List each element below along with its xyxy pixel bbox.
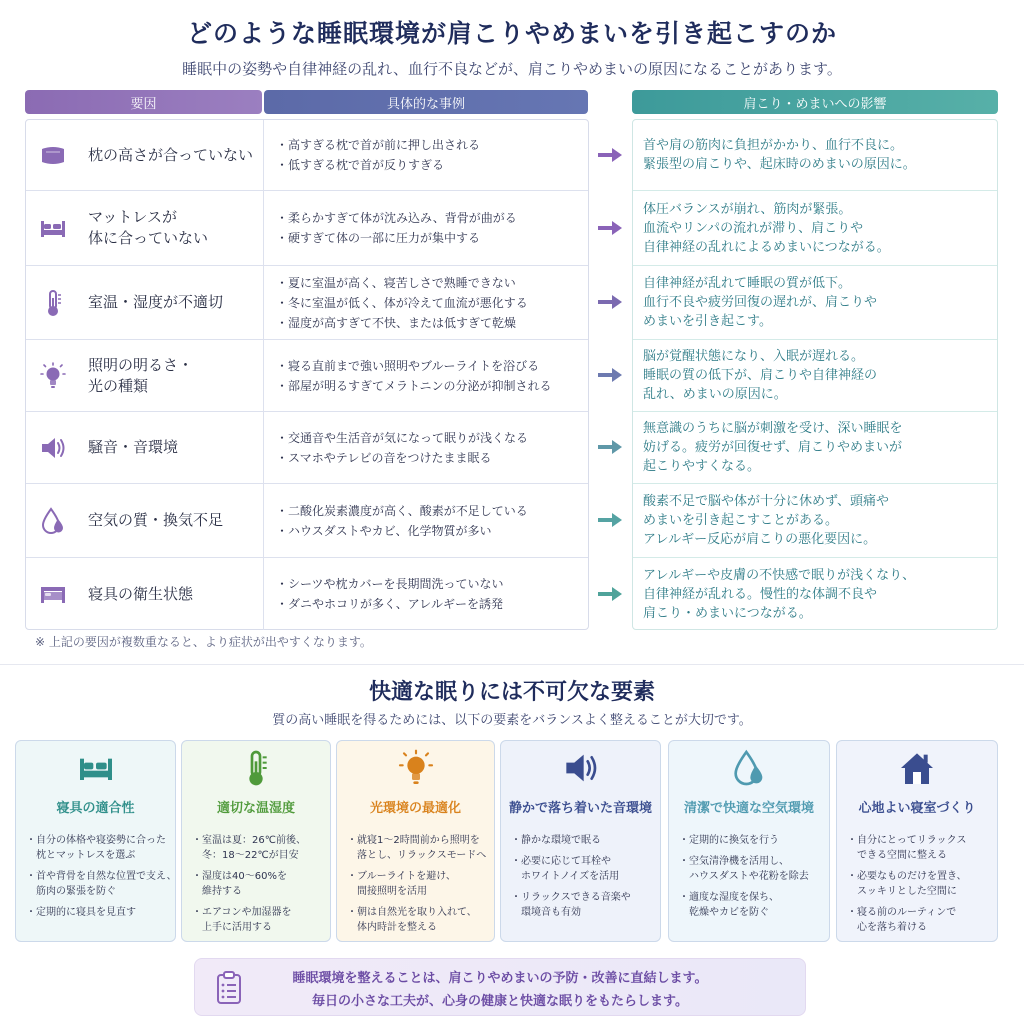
cause-cell [26,484,264,557]
arrow-right-icon [598,586,622,600]
effect-cell [643,266,991,339]
lightbulb-icon [337,747,494,789]
header-effect: 肩こり・めまいへの影響 [632,90,998,114]
page-subtitle: 睡眠中の姿勢や自律神経の乱れ、血行不良などが、肩こりやめまいの原因になることがあります。 [182,60,842,78]
cause-label-line: 騒音・音環境 [88,438,179,456]
pillow-icon [38,140,68,170]
table-row [26,411,588,483]
card-item: ・ブルーライトを避け、 間接照明を活用 [347,871,456,897]
effect-row [633,339,997,411]
cause-label [88,584,193,605]
effect-row [633,265,997,339]
card-title: 光環境の最適化 [369,801,461,816]
card-title: 寝具の適合性 [56,801,135,816]
card-item: ・空気清浄機を活用し、 ハウスダストや花粉を除去 [679,856,809,882]
example-cell [276,412,580,483]
table-row [26,339,588,411]
effect-cell [643,120,991,190]
arrow-right-icon [598,220,622,234]
arrow-right-icon [598,512,622,526]
card-item: ・リラックスできる音楽や 環境音も有効 [511,892,631,918]
example-item: ・ダニやホコリが多く、アレルギーを誘発 [276,597,503,611]
effect-row [633,190,997,265]
card-item: ・就寝1～2時間前から照明を 落とし、リラックスモードへ [347,835,487,861]
cause-label-line: 空気の質・換気不足 [88,511,224,529]
effect-line: 起こりやすくなる。 [643,459,761,474]
example-item: ・ハウスダストやカビ、化学物質が多い [276,523,492,538]
example-cell [276,120,580,190]
lightbulb-icon [38,361,68,391]
element-card [500,740,661,942]
effect-line: 妨げる。疲労が回復せず、肩こりやめまいが [643,440,902,455]
effect-line: 血流やリンパの流れが滞り、肩こりや [643,220,864,236]
effect-row [633,120,997,190]
example-cell [276,484,580,557]
example-item: ・高すぎる枕で首が前に押し出される [276,138,481,152]
section-divider [0,664,1024,665]
table-row [26,190,588,265]
cause-label [88,145,253,166]
effect-line: 自律神経の乱れによるめまいにつながる。 [643,239,890,255]
cause-label-line: 枕の高さが合っていない [88,145,254,164]
card-items [511,833,656,926]
example-item: ・シーツや枕カバーを長期間洗っていない [276,577,504,591]
droplet-icon [669,747,829,789]
example-item: ・部屋が明るすぎてメラトニンの分泌が抑制される [276,378,552,393]
example-cell [276,266,580,339]
table-row [26,120,588,190]
card-items [847,833,993,941]
example-item: ・柔らかすぎて体が沈み込み、背骨が曲がる [276,211,517,225]
effect-row [633,411,997,483]
cause-cell [26,340,264,411]
effect-line: アレルギー反応が肩こりの悪化要因に。 [643,532,877,547]
effect-line: 乱れ、めまいの原因に。 [643,387,787,402]
example-item: ・硬すぎて体の一部に圧力が集中する [276,231,481,245]
element-card [336,740,495,942]
card-item: ・エアコンや加湿器を 上手に活用する [192,907,292,933]
section2-subtitle: 質の高い睡眠を得るためには、以下の要素をバランスよく整えることが大切です。 [272,713,752,728]
cause-label [88,355,193,397]
card-item: ・寝る前のルーティンで 心を落ち着ける [847,907,957,933]
card-item: ・適度な湿度を保ち、 乾燥やカビを防ぐ [679,892,779,918]
card-item: ・必要に応じて耳栓や ホワイトノイズを活用 [511,856,620,882]
card-title: 適切な温湿度 [216,801,295,816]
effect-row [633,483,997,557]
cause-label-line: マットレスが [88,208,177,226]
effect-line: 首や肩の筋肉に負担がかかり、血行不良に。 [643,138,904,153]
cause-label [88,510,223,531]
cause-cell [26,191,264,265]
cause-cell [26,558,264,630]
cause-label-line: 室温・湿度が不適切 [88,293,224,311]
card-title: 静かで落ち着いた音環境 [508,801,652,816]
arrow-right-icon [598,147,622,161]
effect-line: 緊張型の肩こりや、起床時のめまいの原因に。 [643,157,916,172]
card-item: ・必要なものだけを置き、 スッキリとした空間に [847,871,967,897]
cause-label [88,207,208,249]
example-item: ・寝る直前まで強い照明やブルーライトを浴びる [276,358,540,373]
speaker-icon [501,747,660,789]
thermometer-icon [182,747,330,789]
effect-row [633,557,997,630]
card-item: ・静かな環境で眠る [511,835,601,846]
table-row [26,483,588,557]
arrow-right-icon [598,439,622,453]
droplet-icon [38,506,68,536]
cause-label-line: 体に合っていない [88,229,209,247]
house-icon [837,747,997,789]
cause-cell [26,412,264,483]
bed-icon [38,213,68,243]
header-cause: 要因 [25,90,262,114]
card-items [26,833,177,926]
card-title: 心地よい寝室づくり [858,801,976,816]
card-item: ・首や背骨を自然な位置で支え、 筋肉の緊張を防ぐ [26,871,177,897]
effect-line: めまいを引き起こす。 [643,314,772,329]
example-item: ・二酸化炭素濃度が高く、酸素が不足している [276,503,528,518]
effect-cell [643,484,991,557]
table-row [26,557,588,630]
example-cell [276,191,580,265]
example-cell [276,340,580,411]
page-title: どのような睡眠環境が肩こりやめまいを引き起こすのか [186,19,837,48]
card-title: 清潔で快適な空気環境 [683,801,814,816]
effect-line: 肩こり・めまいにつながる。 [643,605,812,621]
element-card [668,740,830,942]
effect-line: 体圧バランスが崩れ、筋肉が緊張。 [643,201,852,217]
element-card [15,740,176,942]
effect-cell [643,340,991,411]
card-items [347,833,490,941]
arrow-right-icon [598,294,622,308]
element-card [181,740,331,942]
header-example: 具体的な事例 [264,90,588,114]
effect-cell [643,191,991,265]
cause-label-line: 光の種類 [88,376,149,395]
effect-line: 脳が覚醒状態になり、入眠が遅れる。 [643,349,865,364]
cause-label-line: 寝具の衛生状態 [88,584,194,603]
arrow-right-icon [598,367,622,381]
card-item: ・定期的に寝具を見直す [26,907,136,918]
effect-line: 自律神経が乱れる。慢性的な体調不良や [643,586,878,602]
footnote: ※ 上記の要因が複数重なると、より症状が出やすくなります。 [35,635,372,649]
cause-label [88,292,223,313]
example-item: ・湿度が高すぎて不快、または低すぎて乾燥 [276,315,517,330]
card-item: ・湿度は40～60%を 維持する [192,871,287,897]
card-item: ・自分の体格や寝姿勢に合った 枕とマットレスを選ぶ [26,835,166,861]
summary-banner [194,958,806,1016]
card-item: ・室温は夏：26℃前後、 冬：18～22℃が目安 [192,835,306,861]
bedding-icon [38,579,68,609]
speaker-icon [38,433,68,463]
example-cell [276,558,580,630]
example-item: ・交通音や生活音が気になって眠りが浅くなる [276,430,529,445]
effect-table [632,119,998,630]
cause-cell [26,266,264,339]
effect-line: 血行不良や疲労回復の遅れが、肩こりや [643,295,878,310]
card-items [679,833,825,926]
effect-line: めまいを引き起こすことがある。 [643,513,839,528]
example-item: ・夏に室温が高く、寝苦しさで熟睡できない [276,275,516,290]
element-card [836,740,998,942]
cause-cell [26,120,264,190]
bed-icon [16,747,175,789]
effect-line: アレルギーや皮膚の不快感で眠りが浅くなり、 [643,567,916,583]
cause-label-line: 照明の明るさ・ [88,355,194,374]
card-item: ・定期的に換気を行う [679,835,779,846]
card-items [192,833,326,941]
example-item: ・スマホやテレビの音をつけたまま眠る [276,450,492,465]
effect-line: 酸素不足で脳や体が十分に休めず、頭痛や [643,494,889,509]
example-item: ・冬に室温が低く、体が冷えて血流が悪化する [276,295,528,310]
cause-label [88,437,178,458]
table-row [26,265,588,339]
effect-cell [643,412,991,483]
effect-line: 自律神経が乱れて睡眠の質が低下。 [643,276,852,291]
effect-cell [643,558,991,630]
card-item: ・朝は自然光を取り入れて、 体内時計を整える [347,907,477,933]
thermometer-icon [38,288,68,318]
example-item: ・低すぎる枕で首が反りすぎる [276,158,445,172]
banner-line-1: 睡眠環境を整えることは、肩こりやめまいの予防・改善に直結します。 [292,971,708,986]
cause-example-table [25,119,589,630]
effect-line: 睡眠の質の低下が、肩こりや自律神経の [643,368,878,383]
section2-title: 快適な眠りには不可欠な要素 [368,680,655,705]
card-item: ・自分にとってリラックス できる空間に整える [847,835,967,861]
effect-line: 無意識のうちに脳が刺激を受け、深い睡眠を [643,421,903,436]
banner-line-2: 毎日の小さな工夫が、心身の健康と快適な眠りをもたらします。 [312,994,688,1009]
